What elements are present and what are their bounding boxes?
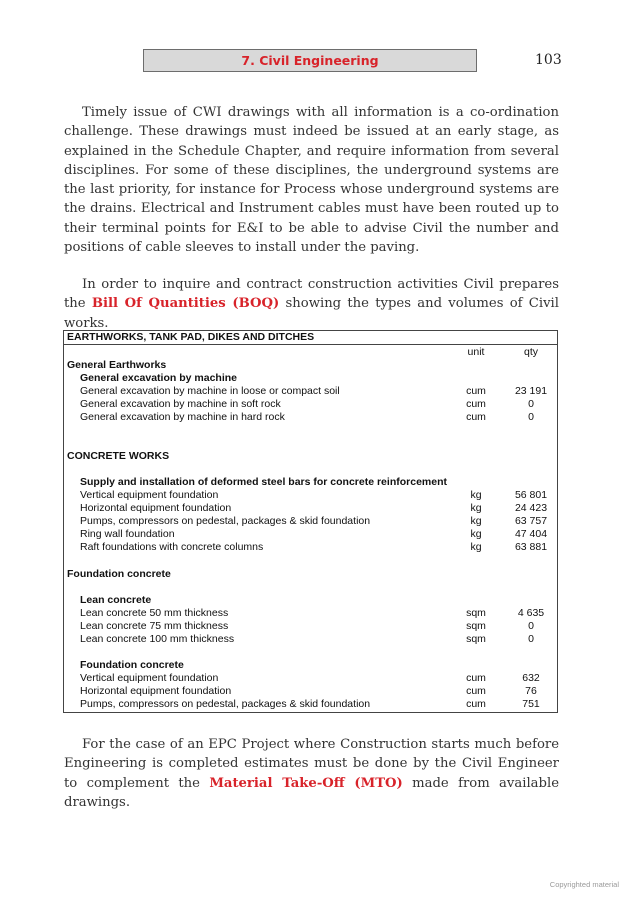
table-row	[64, 685, 557, 698]
table-row	[64, 528, 557, 541]
table-row	[64, 633, 557, 646]
row-qty: 0	[528, 620, 534, 632]
row-qty: 56 801	[514, 489, 548, 501]
row-item: Pumps, compressors on pedestal, packages & skid foundation	[80, 515, 371, 527]
table-row	[64, 607, 557, 620]
section-heading-label: General Earthworks	[67, 359, 167, 371]
table-title-row	[64, 331, 557, 344]
row-unit: kg	[470, 515, 482, 527]
table-row	[64, 489, 557, 502]
row-unit: kg	[470, 541, 482, 553]
chapter-title: 7. Civil Engineering	[143, 49, 477, 72]
row-qty: 24 423	[514, 502, 548, 514]
row-unit: cum	[466, 411, 486, 423]
row-item: General excavation by machine in loose or compact soil	[80, 385, 340, 397]
row-unit: cum	[466, 685, 486, 697]
row-unit: kg	[470, 489, 482, 501]
section-heading-label: CONCRETE WORKS	[67, 450, 170, 462]
mto-highlight: Material Take-Off (MTO)	[209, 775, 403, 791]
table-row	[64, 672, 557, 685]
paragraph-mto-text-before: For the case of an EPC Project where Construction starts much before Engineering is completed estimates must be done by the Civil Engineer to complement the	[64, 737, 559, 791]
section-heading	[64, 359, 557, 372]
table-title: EARTHWORKS, TANK PAD, DIKES AND DITCHES	[67, 331, 315, 343]
subsection-heading-label: Lean concrete	[80, 594, 152, 606]
subsection-heading	[64, 372, 557, 385]
row-item: Vertical equipment foundation	[80, 672, 219, 684]
row-qty: 751	[522, 698, 540, 710]
row-qty: 76	[525, 685, 537, 697]
section-heading	[64, 568, 557, 581]
section-heading-label: Foundation concrete	[67, 568, 171, 580]
subsection-heading	[64, 659, 557, 672]
table-row	[64, 398, 557, 411]
row-item: General excavation by machine in soft rock	[80, 398, 281, 410]
row-qty: 0	[528, 411, 534, 423]
subsection-heading-label: General excavation by machine	[80, 372, 237, 384]
paragraph-boq-text-before: In order to inquire and contract construction activities Civil prepares the	[64, 277, 559, 312]
row-qty: 63 881	[514, 541, 548, 553]
boq-highlight: Bill Of Quantities (BOQ)	[91, 296, 280, 312]
table-row	[64, 515, 557, 528]
paragraph-boq-text-after: showing the types and volumes of Civil works.	[64, 296, 559, 331]
row-qty: 0	[528, 633, 534, 645]
paragraph-mto-text-after: made from available drawings.	[64, 775, 559, 810]
paragraph-mto	[64, 735, 559, 812]
subsection-heading-label: Supply and installation of deformed steel bars for concrete reinforcement	[80, 476, 447, 488]
table-row	[64, 411, 557, 424]
table-header-row	[64, 346, 557, 359]
row-unit: cum	[466, 398, 486, 410]
table-row	[64, 698, 557, 711]
page-number: 103	[535, 52, 562, 68]
row-unit: cum	[466, 698, 486, 710]
row-qty: 4 635	[517, 607, 545, 619]
row-unit: cum	[466, 385, 486, 397]
row-unit: sqm	[466, 607, 486, 619]
table-row	[64, 541, 557, 554]
table-row	[64, 502, 557, 515]
row-unit: sqm	[466, 620, 486, 632]
table-row	[64, 620, 557, 633]
row-qty: 23 191	[514, 385, 548, 397]
row-unit: kg	[470, 502, 482, 514]
subsection-heading	[64, 594, 557, 607]
row-qty: 47 404	[514, 528, 548, 540]
section-heading	[64, 450, 557, 463]
row-item: Lean concrete 50 mm thickness	[80, 607, 229, 619]
paragraph-cwi-drawings: Timely issue of CWI drawings with all information is a co-ordination challenge. These drawings must indeed be issued at an early stage, as explained in the Schedule Chapter, and require information from several disciplines. For some of these disciplines, the underground systems are the last priority, for instance for Process whose underground systems are the drains. Electrical and Instrument cables must have been routed up to their terminal points for E&I to be able to advise Civil the number and positions of cable sleeves to install under the paving.	[64, 105, 559, 256]
row-item: Lean concrete 100 mm thickness	[80, 633, 235, 645]
column-header-unit: unit	[467, 346, 485, 358]
row-item: Horizontal equipment foundation	[80, 502, 232, 514]
row-item: Pumps, compressors on pedestal, packages & skid foundation	[80, 698, 371, 710]
copyright-notice: Copyrighted material	[549, 880, 619, 889]
row-item: Ring wall foundation	[80, 528, 175, 540]
table-row	[64, 385, 557, 398]
row-item: Vertical equipment foundation	[80, 489, 219, 501]
column-header-qty: qty	[523, 346, 538, 358]
paragraph-boq	[64, 275, 559, 333]
row-item: Raft foundations with concrete columns	[80, 541, 264, 553]
row-qty: 0	[528, 398, 534, 410]
boq-table	[63, 330, 558, 713]
table-divider	[64, 344, 557, 345]
row-unit: sqm	[466, 633, 486, 645]
row-item: General excavation by machine in hard rock	[80, 411, 285, 423]
row-unit: cum	[466, 672, 486, 684]
subsection-heading	[64, 476, 557, 489]
row-unit: kg	[470, 528, 482, 540]
row-qty: 63 757	[514, 515, 548, 527]
row-item: Horizontal equipment foundation	[80, 685, 232, 697]
row-qty: 632	[522, 672, 540, 684]
row-item: Lean concrete 75 mm thickness	[80, 620, 229, 632]
subsection-heading-label: Foundation concrete	[80, 659, 184, 671]
